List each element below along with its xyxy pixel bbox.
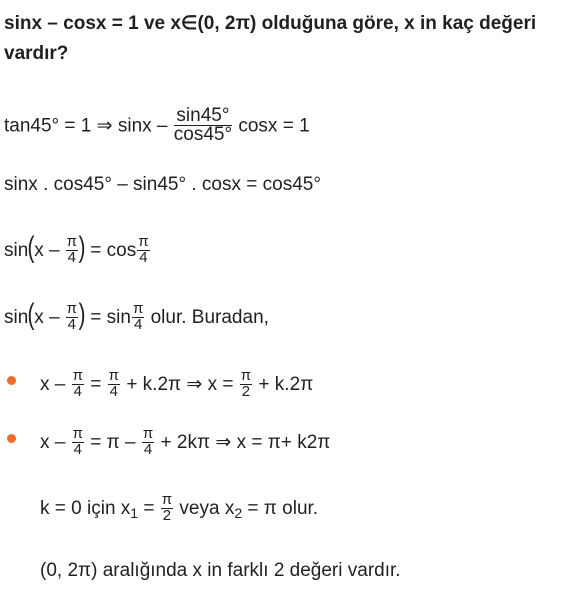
case2-lhs: x – <box>40 432 66 454</box>
fraction-denominator: 4 <box>67 316 76 333</box>
inner-expression: x – <box>34 240 60 262</box>
fraction-numerator: π <box>161 491 173 508</box>
fraction-numerator: sin45° <box>174 107 232 126</box>
fraction-numerator: π <box>72 367 83 384</box>
sin-function: sin <box>4 240 29 262</box>
fraction-pi-over-4 <box>132 302 144 332</box>
fraction-pi-over-4 <box>142 427 154 457</box>
close-paren: ) <box>78 298 86 331</box>
fraction-denominator: 4 <box>73 383 82 400</box>
question-line-2: vardır? <box>4 43 69 64</box>
fraction-numerator: π <box>66 300 78 317</box>
fraction-denominator: 4 <box>109 383 119 400</box>
inner-expression: x – <box>34 307 60 329</box>
fraction-pi-over-4 <box>66 302 78 332</box>
open-paren: ( <box>27 298 35 331</box>
fraction-denominator: 2 <box>162 507 172 524</box>
equals-sin: = sin <box>90 307 131 329</box>
fraction-denominator: 4 <box>133 316 143 333</box>
fraction-pi-over-4 <box>72 369 84 399</box>
case-1 <box>40 367 314 400</box>
fraction-numerator: π <box>240 367 252 384</box>
case2-tail: + 2kπ ⇒ x = π+ k2π <box>160 432 331 454</box>
step-expanded: sinx . cos45° – sin45° . cosx = cos45° <box>4 174 321 195</box>
veya-text: veya x <box>179 498 235 520</box>
case1-lhs: x – <box>40 374 66 396</box>
fraction-denominator: 4 <box>139 249 148 266</box>
fraction-sin45-cos45 <box>174 107 232 144</box>
step1-suffix: cosx = 1 <box>238 115 310 137</box>
close-paren: ) <box>78 231 86 264</box>
step-k-zero <box>40 491 319 524</box>
step4-tail: olur. Buradan, <box>150 307 269 329</box>
fraction-pi-over-4 <box>66 235 78 265</box>
fraction-pi-over-2 <box>161 493 173 523</box>
case1-tail: + k.2π <box>258 374 314 396</box>
fraction-numerator: π <box>138 233 149 250</box>
fraction-denominator: 4 <box>73 441 82 458</box>
bullet-icon <box>7 376 16 385</box>
step-sin-equals-sin <box>4 298 269 333</box>
fraction-pi-over-4 <box>72 427 84 457</box>
case-2 <box>40 425 331 458</box>
fraction-numerator: π <box>108 367 120 384</box>
open-paren: ( <box>27 231 35 264</box>
bullet-icon <box>7 434 16 443</box>
sin-function: sin <box>4 307 29 329</box>
conclusion: (0, 2π) aralığında x in farklı 2 değeri vardır. <box>40 560 401 581</box>
step-tan45 <box>4 105 310 145</box>
fraction-pi-over-4 <box>137 235 149 265</box>
fraction-denominator: 2 <box>241 383 251 400</box>
fraction-pi-over-4 <box>108 369 120 399</box>
fraction-pi-over-2 <box>240 369 252 399</box>
fraction-denominator: 4 <box>67 249 76 266</box>
subscript-1: 1 <box>130 505 139 522</box>
fraction-denominator: 4 <box>143 441 153 458</box>
equals-pi-minus: = π – <box>90 432 136 454</box>
fraction-numerator: π <box>72 425 83 442</box>
step1-prefix: tan45° = 1 ⇒ sinx – <box>4 115 168 137</box>
case1-middle: + k.2π ⇒ x = <box>126 374 234 396</box>
fraction-denominator: cos45° <box>173 124 233 145</box>
equals-cos: = cos <box>90 240 137 262</box>
k-zero-text: k = 0 için x <box>40 498 131 520</box>
equals-sign: = <box>90 374 102 396</box>
fraction-numerator: π <box>132 300 144 317</box>
step5-tail: = π olur. <box>247 498 319 520</box>
fraction-numerator: π <box>66 233 78 250</box>
equals-sign: = <box>143 498 155 520</box>
fraction-numerator: π <box>142 425 154 442</box>
subscript-2: 2 <box>234 505 243 522</box>
step-sin-equals-cos <box>4 231 151 266</box>
question-line-1: sinx – cosx = 1 ve x∈(0, 2π) olduğuna göre, x in kaç değeri <box>4 13 537 34</box>
